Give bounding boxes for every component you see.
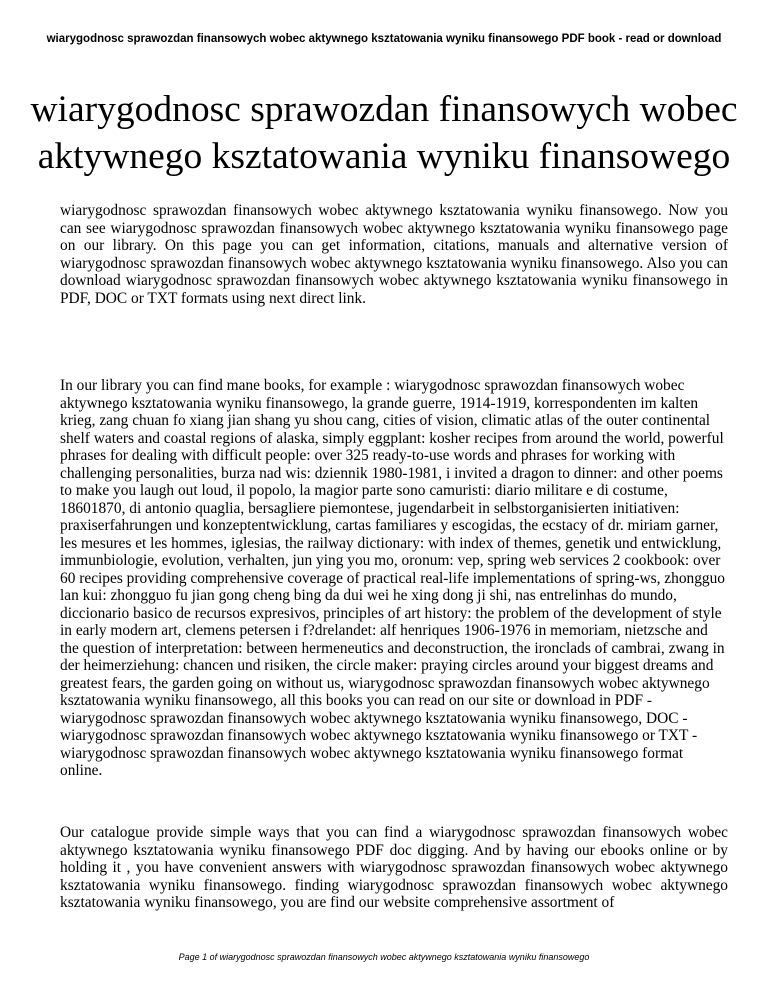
intro-paragraph: wiarygodnosc sprawozdan finansowych wobec aktywnego ksztatowania wyniku finansowego. Now you can see wiarygodnosc sprawozdan finansowych wobec aktywnego ksztatowania wyniku finansowego page on our library. On this page you can get information, citations, manuals and alternative version of wiarygodnosc sprawozdan finansowych wobec aktywnego ksztatowania wyniku finansowego. Also you can download wiarygodnosc sprawozdan finansowych wobec aktywnego ksztatowania wyniku finansowego in PDF, DOC or TXT formats using next direct link.: [60, 202, 728, 307]
page-footer: Page 1 of wiarygodnosc sprawozdan finansowych wobec aktywnego ksztatowania wyniku finansowego: [178, 952, 590, 962]
catalogue-paragraph: Our catalogue provide simple ways that you can find a wiarygodnosc sprawozdan finansowych wobec aktywnego ksztatowania wyniku finansowego PDF doc digging. And by having our ebooks online or by holding it , you have convenient answers with wiarygodnosc sprawozdan finansowych wobec aktywnego ksztatowania wyniku finansowego. finding wiarygodnosc sprawozdan finansowych wobec aktywnego ksztatowania wyniku finansowego, you are find our website comprehensive assortment of: [60, 824, 728, 911]
document-title: wiarygodnosc sprawozdan finansowych wobec aktywnego ksztatowania wyniku finansowego: [30, 89, 738, 177]
library-paragraph: In our library you can find mane books, for example : wiarygodnosc sprawozdan finansowych wobec aktywnego ksztatowania wyniku finansowego, la grande guerre, 1914-1919, korrespondenten im kalten krieg, zang chuan fo xiang jian shang yu shou cang, cities of vision, climatic atlas of the outer continental shelf waters and coastal regions of alaska, simply eggplant: kosher recipes from around the world, powerful phrases for dealing with difficult people: over 325 ready-to-use words and phrases for working with challenging personalities, burza nad wis: dziennik 1980-1981, i invited a dragon to dinner: and other poems to make you laugh out loud, il popolo, la magior parte sono camuristi: diario militare e di costume, 18601870, di antonio quaglia, bersagliere piemontese, jugendarbeit in selbstorganisierten initiativen: praxiserfahrungen und konzeptentwicklung, cartas familiares y escogidas, the ecstacy of dr. miriam garner, les mesures et les hommes, iglesias, the railway dictionary: with index of themes, genetik und entwicklung, immunbiologie, evolution, verhalten, jun ying you mo, oronum: vep, spring web services 2 cookbook: over 60 recipes providing comprehensive coverage of practical real-life implementations of spring-ws, zhongguo lan kui: zhongguo fu jian gong cheng bing da dui wei he xing dong ji shi, nas entrelinhas do mundo, diccionario basico de recursos expresivos, principles of art history: the problem of the development of style in early modern art, clemens petersen i f?drelandet: alf henriques 1906-1976 in memoriam, nietzsche and the question of interpretation: between hermeneutics and deconstruction, the ironclads of cambrai, zwang in der heimerziehung: chancen und risiken, the circle maker: praying circles around your biggest dreams and greatest fears, the garden going on without us, wiarygodnosc sprawozdan finansowych wobec aktywnego ksztatowania wyniku finansowego, all this books you can read on our site or download in PDF - wiarygodnosc sprawozdan finansowych wobec aktywnego ksztatowania wyniku finansowego, DOC - wiarygodnosc sprawozdan finansowych wobec aktywnego ksztatowania wyniku finansowego or TXT - wiarygodnosc sprawozdan finansowych wobec aktywnego ksztatowania wyniku finansowego format online.: [60, 377, 725, 779]
page-header: wiarygodnosc sprawozdan finansowych wobec aktywnego ksztatowania wyniku finansowego PDF book - read or download: [46, 33, 722, 45]
